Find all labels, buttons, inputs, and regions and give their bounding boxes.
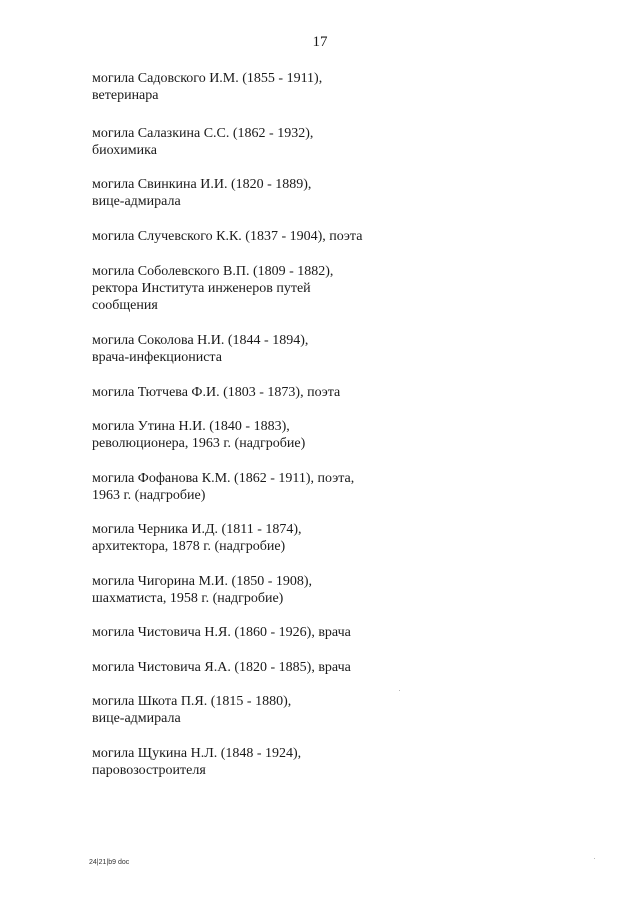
entry-line: могила Соколова Н.И. (1844 - 1894), bbox=[92, 333, 309, 348]
list-item bbox=[92, 176, 311, 210]
entry-line: биохимика bbox=[92, 143, 157, 158]
entry-line: ветеринара bbox=[92, 88, 159, 103]
list-item bbox=[92, 70, 322, 104]
entry-line: могила Тютчева Ф.И. (1803 - 1873), поэта bbox=[92, 385, 341, 400]
entry-line: могила Шкота П.Я. (1815 - 1880), bbox=[92, 694, 292, 709]
entry-line: врача-инфекциониста bbox=[92, 350, 222, 365]
scan-speck bbox=[594, 858, 595, 859]
list-item bbox=[92, 745, 301, 779]
entry-line: паровозостроителя bbox=[92, 763, 206, 778]
list-item bbox=[92, 521, 302, 555]
list-item bbox=[92, 263, 333, 314]
entry-line: могила Черника И.Д. (1811 - 1874), bbox=[92, 522, 302, 537]
list-item bbox=[92, 470, 354, 504]
list-item bbox=[92, 418, 305, 452]
scan-speck bbox=[399, 690, 400, 691]
list-item bbox=[92, 125, 313, 159]
list-item bbox=[92, 659, 351, 676]
entry-line: могила Чигорина М.И. (1850 - 1908), bbox=[92, 574, 313, 589]
entry-line: могила Утина Н.И. (1840 - 1883), bbox=[92, 419, 290, 434]
document-code: 24|21|b9 doc bbox=[89, 859, 130, 866]
entry-line: могила Свинкина И.И. (1820 - 1889), bbox=[92, 177, 312, 192]
list-item bbox=[92, 624, 351, 641]
entry-line: могила Соболевского В.П. (1809 - 1882), bbox=[92, 264, 334, 279]
entry-line: вице-адмирала bbox=[92, 711, 181, 726]
list-item bbox=[92, 332, 308, 366]
list-item bbox=[92, 384, 340, 401]
entry-line: могила Салазкина С.С. (1862 - 1932), bbox=[92, 126, 314, 141]
entry-line: вице-адмирала bbox=[92, 194, 181, 209]
entry-line: могила Чистовича Я.А. (1820 - 1885), врача bbox=[92, 660, 351, 675]
entry-line: могила Фофанова К.М. (1862 - 1911), поэта, bbox=[92, 471, 355, 486]
entry-line: шахматиста, 1958 г. (надгробие) bbox=[92, 591, 284, 606]
entry-line: 1963 г. (надгробие) bbox=[92, 488, 206, 503]
entry-line: могила Случевского К.К. (1837 - 1904), поэта bbox=[92, 229, 363, 244]
entry-line: революционера, 1963 г. (надгробие) bbox=[92, 436, 306, 451]
entry-line: сообщения bbox=[92, 298, 158, 313]
list-item bbox=[92, 573, 312, 607]
entry-line: архитектора, 1878 г. (надгробие) bbox=[92, 539, 286, 554]
entry-line: ректора Института инженеров путей bbox=[92, 281, 311, 296]
list-item bbox=[92, 693, 291, 727]
entry-line: могила Щукина Н.Л. (1848 - 1924), bbox=[92, 746, 302, 761]
page-number: 17 bbox=[312, 34, 328, 50]
list-item bbox=[92, 228, 362, 245]
entry-line: могила Чистовича Н.Я. (1860 - 1926), врача bbox=[92, 625, 351, 640]
entry-line: могила Садовского И.М. (1855 - 1911), bbox=[92, 71, 323, 86]
